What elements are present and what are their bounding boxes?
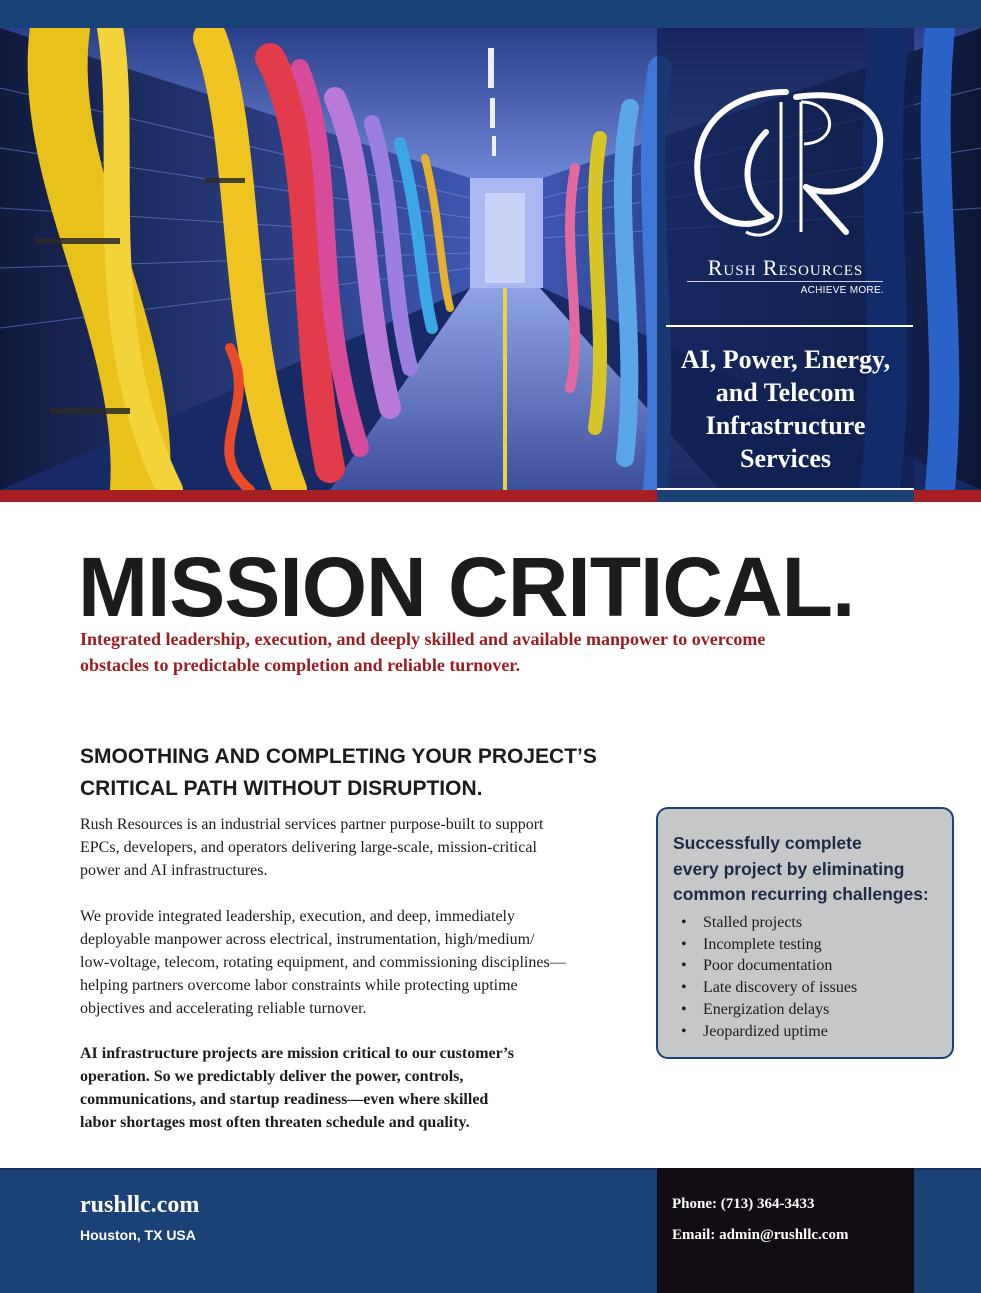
paragraph-line: EPCs, developers, and operators delivering large-scale, mission-critical xyxy=(80,839,537,856)
navy-accent-stripe xyxy=(657,490,914,502)
list-item: • Incomplete testing xyxy=(676,934,857,956)
page-headline: MISSION CRITICAL. xyxy=(78,540,855,634)
challenges-callout xyxy=(656,807,954,1059)
paragraph-line: Rush Resources is an industrial services partner purpose-built to support xyxy=(80,816,544,833)
services-line: and Telecom xyxy=(715,378,856,407)
phone-text: Phone: (713) 364-3433 xyxy=(672,1196,815,1212)
paragraph-line: communications, and startup readiness—even where skilled xyxy=(80,1091,489,1108)
paragraph-line: objectives and accelerating reliable turnover. xyxy=(80,1000,367,1017)
callout-title xyxy=(673,831,943,908)
top-navy-strip xyxy=(0,0,981,28)
list-item: • Stalled projects xyxy=(676,912,857,934)
services-line: AI, Power, Energy, xyxy=(680,345,891,374)
list-item: • Jeopardized uptime xyxy=(676,1021,857,1043)
brand-tagline: ACHIEVE MORE. xyxy=(800,285,884,296)
rush-resources-logo xyxy=(676,82,896,252)
services-heading xyxy=(657,343,914,475)
services-paragraph xyxy=(80,905,640,1020)
section-title xyxy=(80,741,660,805)
list-item: • Energization delays xyxy=(676,999,857,1021)
list-item: • Poor documentation xyxy=(676,955,857,977)
callout-title-line: Successfully complete xyxy=(673,833,862,853)
challenges-list xyxy=(676,912,857,1042)
website-link[interactable]: rushllc.com xyxy=(80,1192,200,1218)
subhead-line: obstacles to predictable completion and reliable turnover. xyxy=(80,655,521,675)
intro-paragraph xyxy=(80,813,640,882)
headline-subhead xyxy=(80,626,840,678)
brand-name: Rush Resources xyxy=(707,255,864,280)
location-text: Houston, TX USA xyxy=(80,1227,196,1243)
paragraph-line: operation. So we predictably deliver the power, controls, xyxy=(80,1068,464,1085)
paragraph-line: low-voltage, telecom, rotating equipment, and commissioning disciplines— xyxy=(80,954,566,971)
paragraph-line: We provide integrated leadership, execution, and deep, immediately xyxy=(80,908,515,925)
services-line: Services xyxy=(740,444,831,473)
brand-underline xyxy=(687,281,883,282)
paragraph-line: AI infrastructure projects are mission critical to our customer’s xyxy=(80,1045,514,1062)
section-title-line: CRITICAL PATH WITHOUT DISRUPTION. xyxy=(80,777,483,800)
panel-divider xyxy=(666,325,913,327)
emphasis-paragraph xyxy=(80,1042,580,1134)
callout-title-line: common recurring challenges: xyxy=(673,884,929,904)
list-item: • Late discovery of issues xyxy=(676,977,857,999)
callout-title-line: every project by eliminating xyxy=(673,858,905,879)
section-title-line: SMOOTHING AND COMPLETING YOUR PROJECT’S xyxy=(80,745,597,768)
subhead-line: Integrated leadership, execution, and deeply skilled and available manpower to overcome xyxy=(80,629,766,649)
paragraph-line: power and AI infrastructures. xyxy=(80,862,268,879)
paragraph-line: deployable manpower across electrical, instrumentation, high/medium/ xyxy=(80,931,535,948)
services-line: Infrastructure xyxy=(705,411,866,440)
paragraph-line: helping partners overcome labor constraints while protecting uptime xyxy=(80,977,518,994)
email-link[interactable]: Email: admin@rushllc.com xyxy=(672,1227,849,1243)
paragraph-line: labor shortages most often threaten schedule and quality. xyxy=(80,1114,470,1131)
